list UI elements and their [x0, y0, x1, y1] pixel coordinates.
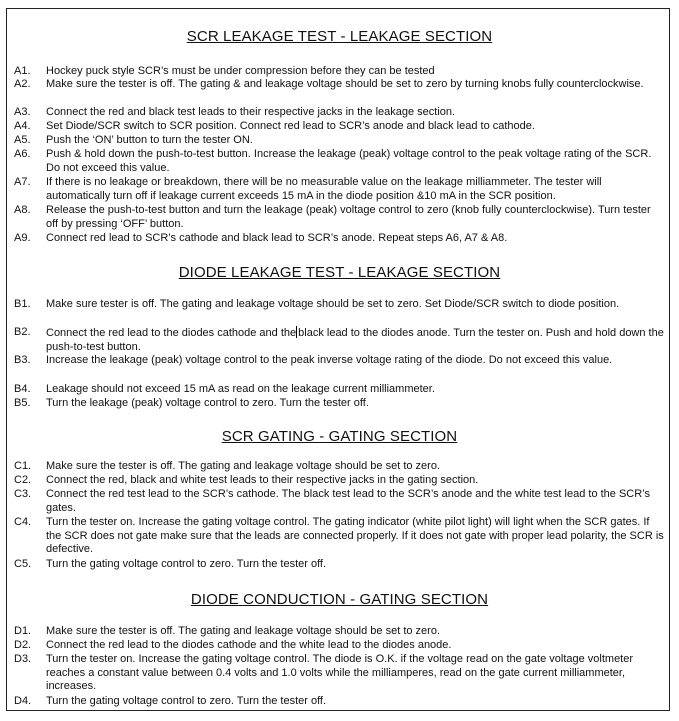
section-title-scr-gating: SCR GATING - GATING SECTION — [221, 428, 458, 445]
step-number: A2. — [14, 78, 31, 90]
step-text: Connect the red lead to the diodes cathode and the white lead to the diodes anode. — [46, 639, 452, 651]
step-a7 — [14, 176, 664, 203]
step-number: B2. — [14, 326, 31, 338]
step-number: C5. — [14, 558, 32, 570]
step-number: C3. — [14, 488, 32, 500]
step-number: B3. — [14, 354, 31, 366]
step-b1 — [14, 298, 664, 312]
step-text-before-cursor: Connect the red lead to the diodes cathode and the — [46, 327, 297, 339]
step-number: B4. — [14, 383, 31, 395]
step-a9 — [14, 232, 664, 246]
step-d1 — [14, 625, 664, 639]
step-text: Make sure tester is off. The gating and leakage voltage should be set to zero. Set Diode/SCR switch to diode position. — [46, 298, 620, 310]
step-d2 — [14, 639, 664, 653]
step-text: Increase the leakage (peak) voltage control to the peak inverse voltage rating of the diode. Do not exceed this value. — [46, 354, 613, 366]
step-number: D1. — [14, 625, 32, 637]
step-text: Make sure the tester is off. The gating and leakage voltage should be set to zero. — [46, 625, 441, 637]
step-number: A3. — [14, 106, 31, 118]
step-number: A5. — [14, 134, 31, 146]
step-number: C2. — [14, 474, 32, 486]
step-b3 — [14, 354, 664, 368]
step-b2 — [14, 326, 664, 354]
step-a1 — [14, 65, 664, 79]
step-b5 — [14, 397, 664, 411]
step-c4 — [14, 516, 664, 557]
step-text: Push & hold down the push-to-test button. Increase the leakage (peak) voltage control to the peak voltage rating of the SCR. Do not exceed this value. — [46, 148, 652, 174]
step-text: Connect the red, black and white test leads to their respective jacks in the gating section. — [46, 474, 479, 486]
step-number: C4. — [14, 516, 32, 528]
step-a4 — [14, 120, 664, 134]
step-c5 — [14, 558, 664, 572]
step-text: Make sure the tester is off. The gating and leakage voltage should be set to zero. — [46, 460, 441, 472]
step-c1 — [14, 460, 664, 474]
step-a2 — [14, 78, 664, 92]
step-d3 — [14, 653, 664, 694]
step-number: D4. — [14, 695, 32, 707]
step-text: Connect red lead to SCR’s cathode and black lead to SCR’s anode. Repeat steps A6, A7 & A8. — [46, 232, 508, 244]
step-text: Turn the gating voltage control to zero. Turn the tester off. — [46, 695, 327, 707]
step-number: B1. — [14, 298, 31, 310]
step-number: C1. — [14, 460, 32, 472]
step-a8 — [14, 204, 664, 231]
step-text: If there is no leakage or breakdown, there will be no measurable value on the leakage milliammeter. The tester will automatically turn off if leakage current exceeds 15 mA in the diode position &10 mA in the SCR position. — [46, 176, 602, 202]
section-title-scr-leakage: SCR LEAKAGE TEST - LEAKAGE SECTION — [186, 28, 493, 45]
step-text: Turn the leakage (peak) voltage control to zero. Turn the tester off. — [46, 397, 369, 409]
step-c3 — [14, 488, 664, 515]
step-text: Turn the gating voltage control to zero. Turn the tester off. — [46, 558, 327, 570]
step-number: A6. — [14, 148, 31, 160]
step-text: Release the push-to-test button and turn the leakage (peak) voltage control to zero (knob fully counterclockwise). Turn tester off by pressing ‘OFF’ button. — [46, 204, 651, 230]
step-text: Set Diode/SCR switch to SCR position. Connect red lead to SCR’s anode and black lead to cathode. — [46, 120, 535, 132]
step-d4 — [14, 695, 664, 709]
section-title-diode-conduction: DIODE CONDUCTION - GATING SECTION — [190, 591, 489, 608]
step-a6 — [14, 148, 664, 175]
step-number: A1. — [14, 65, 31, 77]
step-number: A4. — [14, 120, 31, 132]
step-a3 — [14, 106, 664, 120]
step-number: B5. — [14, 397, 31, 409]
step-number: A9. — [14, 232, 31, 244]
step-text: Connect the red test lead to the SCR’s cathode. The black test lead to the SCR’s anode and the white test lead to the SCR’s gates. — [46, 488, 650, 514]
step-a5 — [14, 134, 664, 148]
step-number: D2. — [14, 639, 32, 651]
step-b4 — [14, 383, 664, 397]
step-c2 — [14, 474, 664, 488]
step-text: Leakage should not exceed 15 mA as read on the leakage current milliammeter. — [46, 383, 435, 395]
step-text-after-cursor: black lead to the diodes anode. Turn the tester on. Push and hold down the push-to-test button. — [46, 327, 664, 353]
text-cursor — [296, 326, 297, 338]
step-number: A8. — [14, 204, 31, 216]
step-number: A7. — [14, 176, 31, 188]
step-text: Turn the tester on. Increase the gating voltage control. The diode is O.K. if the voltage read on the gate voltage voltmeter reaches a constant value between 0.4 volts and 1.0 volts while the milliamperes, read on the gate current milliammeter, increases. — [46, 653, 634, 693]
step-text — [46, 326, 664, 354]
step-text: Push the ‘ON’ button to turn the tester ON. — [46, 134, 253, 146]
step-text: Make sure the tester is off. The gating & and leakage voltage should be set to zero by turning knobs fully counterclockwise. — [46, 78, 644, 90]
step-text: Hockey puck style SCR’s must be under compression before they can be tested — [46, 65, 435, 77]
step-text: Turn the tester on. Increase the gating voltage control. The gating indicator (white pilot light) will light when the SCR gates. If the SCR does not gate make sure that the leads are connected properly. If it does not gate with proper lead polarity, the SCR is defective. — [46, 516, 664, 556]
step-text: Connect the red and black test leads to their respective jacks in the leakage section. — [46, 106, 456, 118]
step-number: D3. — [14, 653, 32, 665]
section-title-diode-leakage: DIODE LEAKAGE TEST - LEAKAGE SECTION — [178, 264, 501, 281]
